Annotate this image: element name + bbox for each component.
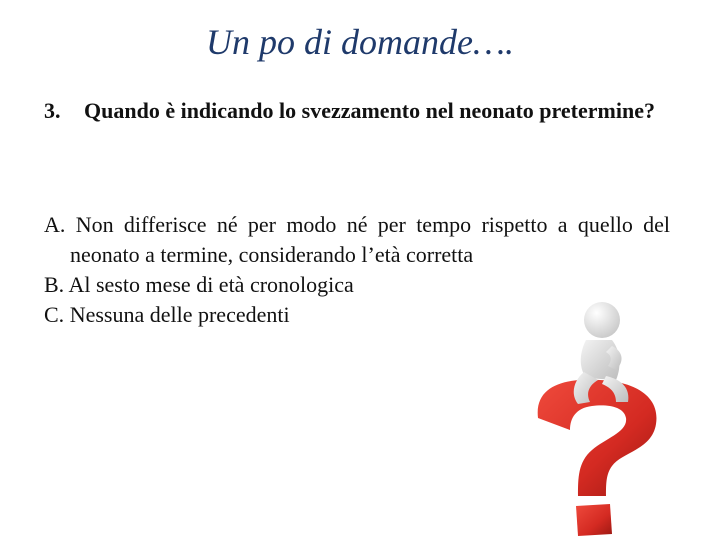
answer-a (44, 210, 670, 270)
answer-b-letter: B. (44, 272, 65, 297)
slide-title: Un po di domande…. (206, 22, 514, 62)
answer-c-letter: C. (44, 302, 65, 327)
question (44, 95, 670, 127)
thinking-person-on-question-mark-icon (520, 300, 700, 540)
question-mark-dot (576, 504, 612, 536)
answer-c-text: Nessuna delle precedenti (69, 302, 290, 327)
question-number: 3. (44, 98, 61, 123)
answer-a-text: Non differisce né per modo né per tempo rispetto a quello del neonato a termine, considerando l’età corretta (70, 212, 671, 267)
answer-a-letter: A. (44, 212, 66, 237)
question-text: Quando è indicando lo svezzamento nel neonato pretermine? (84, 98, 655, 123)
answer-b-text: Al sesto mese di età cronologica (68, 272, 354, 297)
person-head (584, 302, 620, 338)
question-mark-hook (538, 380, 657, 496)
answer-b (44, 270, 670, 300)
